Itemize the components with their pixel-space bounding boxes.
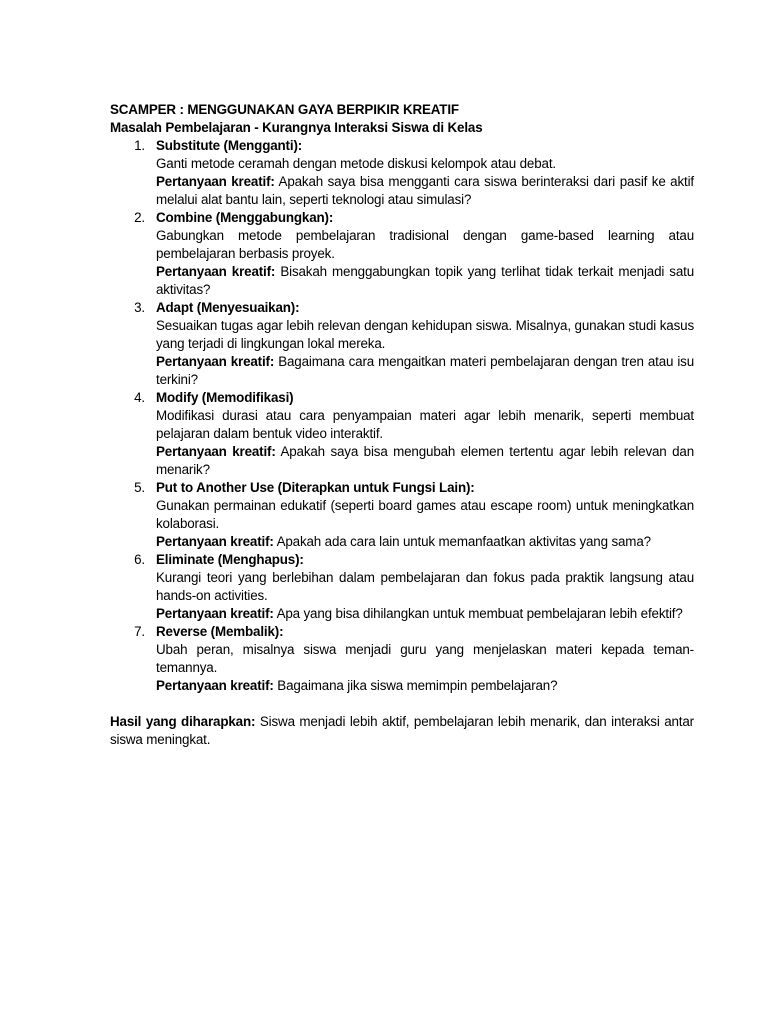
question-label: Pertanyaan kreatif:	[156, 354, 275, 369]
question-label: Pertanyaan kreatif:	[156, 678, 274, 693]
scamper-list	[110, 137, 694, 695]
item-question	[156, 263, 694, 299]
item-heading: Adapt (Menyesuaikan):	[156, 300, 300, 315]
list-item	[110, 209, 694, 299]
item-number: 6.	[134, 552, 145, 567]
item-description: Sesuaikan tugas agar lebih relevan dengan kehidupan siswa. Misalnya, gunakan studi kasus yang terjadi di lingkungan lokal mereka.	[156, 318, 694, 351]
item-heading: Put to Another Use (Diterapkan untuk Fungsi Lain):	[156, 480, 475, 495]
question-text: Apakah ada cara lain untuk memanfaatkan aktivitas yang sama?	[276, 534, 651, 549]
result-label: Hasil yang diharapkan:	[110, 714, 256, 729]
expected-result	[110, 713, 694, 749]
item-question	[156, 443, 694, 479]
list-item	[110, 389, 694, 479]
item-heading: Modify (Memodifikasi)	[156, 390, 294, 405]
question-text: Bisakah menggabungkan topik yang terlihat tidak terkait menjadi satu aktivitas?	[156, 264, 694, 297]
list-item	[110, 551, 694, 623]
list-item	[110, 137, 694, 209]
list-item	[110, 479, 694, 551]
item-number: 2.	[134, 210, 145, 225]
list-item	[110, 299, 694, 389]
question-text: Apakah saya bisa mengganti cara siswa berinteraksi dari pasif ke aktif melalui alat bantu lain, seperti teknologi atau simulasi?	[156, 174, 694, 207]
item-question	[156, 353, 694, 389]
paragraph-spacer	[110, 695, 694, 713]
item-question	[156, 173, 694, 209]
question-label: Pertanyaan kreatif:	[156, 264, 276, 279]
question-text: Apakah saya bisa mengubah elemen tertentu agar lebih relevan dan menarik?	[156, 444, 694, 477]
question-text: Bagaimana cara mengaitkan materi pembelajaran dengan tren atau isu terkini?	[156, 354, 694, 387]
document-body	[110, 101, 694, 749]
item-number: 1.	[134, 138, 145, 153]
item-question	[156, 605, 694, 623]
item-heading: Eliminate (Menghapus):	[156, 552, 304, 567]
item-question	[156, 533, 694, 551]
item-description: Modifikasi durasi atau cara penyampaian materi agar lebih menarik, seperti membuat pelajaran dalam bentuk video interaktif.	[156, 408, 694, 441]
question-text: Apa yang bisa dihilangkan untuk membuat pembelajaran lebih efektif?	[276, 606, 683, 621]
question-label: Pertanyaan kreatif:	[156, 174, 275, 189]
question-label: Pertanyaan kreatif:	[156, 444, 276, 459]
item-description: Ganti metode ceramah dengan metode diskusi kelompok atau debat.	[156, 156, 556, 171]
document-title: SCAMPER : MENGGUNAKAN GAYA BERPIKIR KREATIF	[110, 102, 459, 117]
question-text: Bagaimana jika siswa memimpin pembelajaran?	[277, 678, 558, 693]
list-item	[110, 623, 694, 695]
item-number: 4.	[134, 390, 145, 405]
item-question	[156, 677, 694, 695]
item-heading: Substitute (Mengganti):	[156, 138, 303, 153]
item-number: 5.	[134, 480, 145, 495]
item-number: 3.	[134, 300, 145, 315]
item-description: Kurangi teori yang berlebihan dalam pembelajaran dan fokus pada praktik langsung atau hands-on activities.	[156, 570, 694, 603]
item-description: Gabungkan metode pembelajaran tradisional dengan game-based learning atau pembelajaran berbasis proyek.	[156, 228, 694, 261]
item-heading: Reverse (Membalik):	[156, 624, 284, 639]
document-subtitle: Masalah Pembelajaran - Kurangnya Interaksi Siswa di Kelas	[110, 120, 483, 135]
question-label: Pertanyaan kreatif:	[156, 606, 274, 621]
result-text: Siswa menjadi lebih aktif, pembelajaran lebih menarik, dan interaksi antar siswa meningkat.	[110, 714, 694, 747]
item-description: Ubah peran, misalnya siswa menjadi guru yang menjelaskan materi kepada teman-temannya.	[156, 642, 694, 675]
question-label: Pertanyaan kreatif:	[156, 534, 274, 549]
item-number: 7.	[134, 624, 145, 639]
item-description: Gunakan permainan edukatif (seperti board games atau escape room) untuk meningkatkan kolaborasi.	[156, 498, 694, 531]
item-heading: Combine (Menggabungkan):	[156, 210, 334, 225]
